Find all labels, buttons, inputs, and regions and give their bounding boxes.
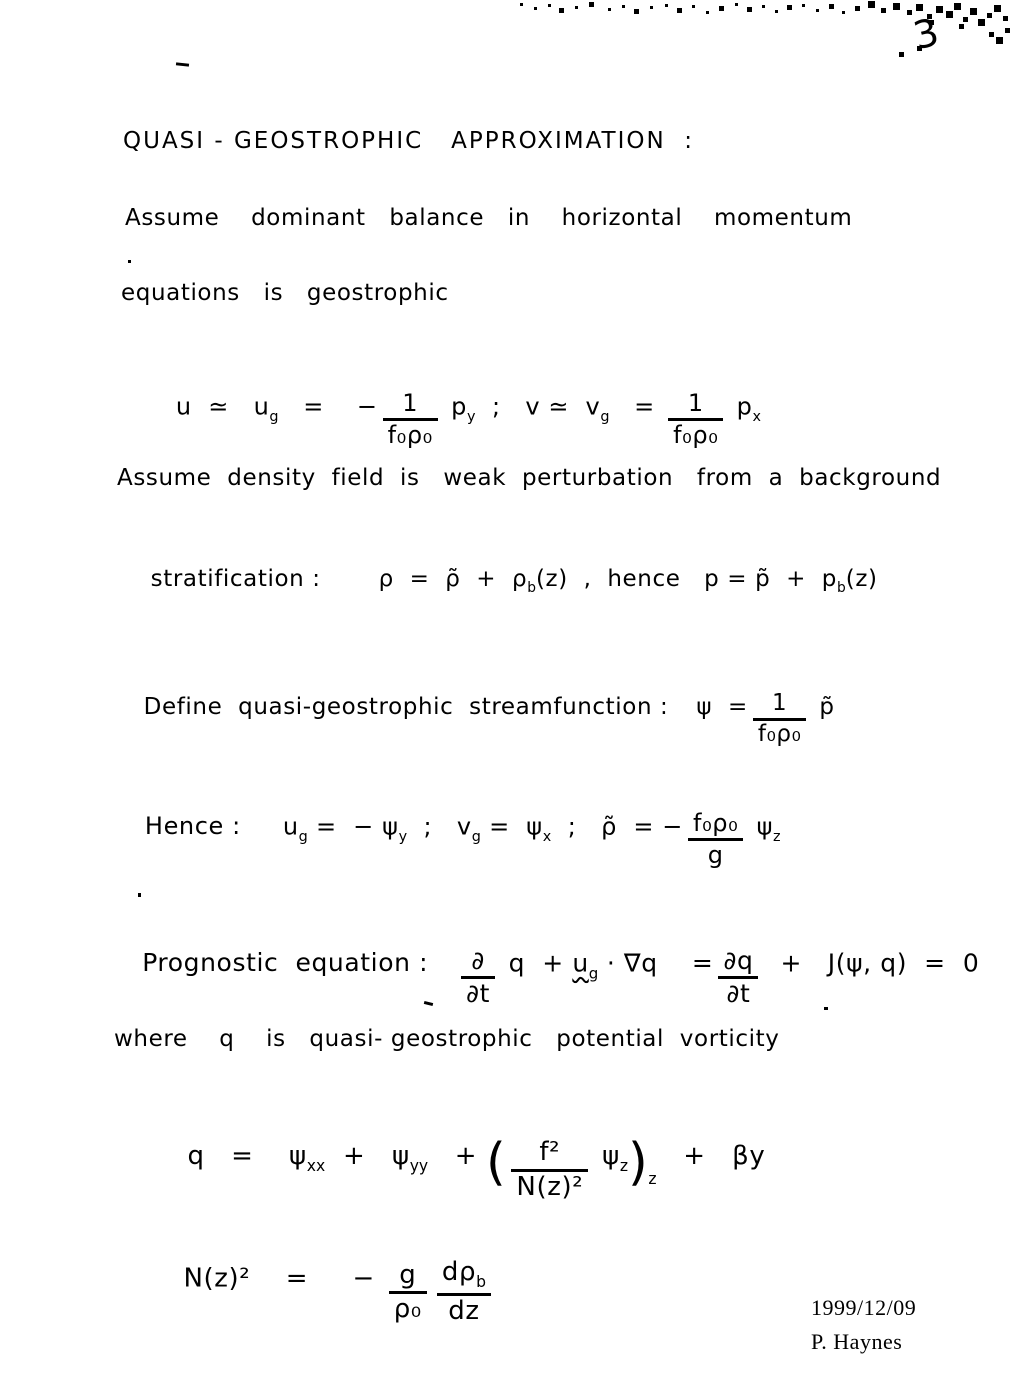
stratification-label: stratification : (150, 566, 321, 593)
eq-subscript: g (588, 964, 599, 982)
eq-subscript: z (619, 1157, 629, 1176)
eq-text: u ≃ u (175, 391, 270, 420)
fraction-numerator: 1 (668, 390, 723, 421)
eq-subscript: b (837, 580, 846, 597)
fraction (668, 390, 723, 449)
streamfunction-line (112, 653, 835, 762)
footer-date: 1999/12/09 (811, 1295, 917, 1320)
fraction-numerator: ∂ (461, 947, 495, 979)
eq-potential-vorticity (152, 1095, 765, 1218)
scan-mark (128, 260, 131, 263)
fraction-denominator: f₀ρ₀ (757, 721, 802, 748)
eq-text: = − (278, 391, 378, 420)
eq-text: p (728, 391, 753, 420)
eq-subscript: z (648, 1170, 657, 1189)
eq-subscript: g (600, 408, 610, 425)
fraction-denominator: N(z)² (516, 1171, 584, 1202)
eq-subscript: y (466, 408, 476, 425)
intro-line-2: equations is geostrophic (121, 280, 449, 306)
fraction-denominator: ∂t (466, 978, 491, 1008)
fraction (688, 810, 743, 869)
eq-text: q = ψ (187, 1141, 307, 1171)
eq-text: p (442, 391, 467, 420)
intro-line-1: Assume dominant balance in horizontal momentum (125, 205, 853, 231)
eq-text: (z) , hence p = p̃ + p (535, 566, 837, 593)
eq-buoyancy-frequency (148, 1215, 496, 1342)
eq-text: = − ψ (307, 811, 399, 840)
streamfunction-label: Define quasi-geostrophic streamfunction : (143, 694, 669, 721)
eq-text: ψ (748, 811, 774, 840)
eq-text: ψ (593, 1141, 620, 1171)
scan-mark (138, 893, 141, 897)
prognostic-line (108, 905, 979, 1024)
fraction (383, 390, 438, 449)
scan-mark (176, 62, 189, 66)
fraction (437, 1258, 491, 1326)
page-title: QUASI - GEOSTROPHIC APPROXIMATION : (123, 128, 695, 154)
fraction-numerator (437, 1258, 491, 1295)
eq-subscript: g (471, 828, 481, 845)
density-line-2 (119, 540, 878, 624)
fraction-denominator: dz (448, 1295, 480, 1326)
eq-geostrophic-balance (143, 350, 761, 464)
eq-text: + ψ (325, 1141, 410, 1171)
eq-text: N(z)² = (183, 1263, 309, 1294)
vector-u: u (572, 948, 589, 978)
fraction (718, 947, 758, 1008)
pv-description: where q is quasi- geostrophic potential vorticity (114, 1026, 780, 1052)
eq-text: ; v ≃ v (475, 391, 601, 420)
eq-text: = (609, 391, 664, 420)
eq-text: (z) (845, 566, 878, 593)
eq-text: u (282, 811, 299, 840)
eq-subscript: b (527, 580, 536, 597)
fraction-denominator: g (707, 840, 724, 869)
fraction-numerator: g (389, 1261, 427, 1294)
hence-label: Hence : (144, 811, 241, 840)
eq-subscript: z (773, 828, 781, 845)
fraction-numerator: f² (511, 1138, 588, 1171)
eq-text: + J(ψ, q) = 0 (763, 948, 980, 978)
fraction-numerator: 1 (383, 390, 438, 421)
eq-text: − (308, 1263, 384, 1294)
footer-author: P. Haynes (811, 1329, 903, 1354)
hence-line (112, 770, 781, 884)
eq-text: ; v (407, 811, 472, 840)
close-paren: ) (628, 1132, 649, 1192)
fraction (753, 691, 807, 748)
eq-subscript: g (269, 408, 279, 425)
fraction-denominator: ρ₀ (393, 1293, 422, 1324)
eq-subscript: g (298, 828, 308, 845)
eq-text: = ψ (480, 811, 543, 840)
prognostic-label: Prognostic equation : (142, 948, 429, 978)
eq-subscript: x (752, 408, 762, 425)
fraction (461, 947, 495, 1008)
eq-text: ψ = (696, 694, 748, 721)
fraction-numerator: 1 (753, 691, 807, 721)
fraction-denominator: ∂t (726, 978, 751, 1008)
page-number: 3 (909, 9, 944, 59)
eq-text: q + (500, 948, 573, 978)
eq-text: ρ = ρ̃ + ρ (378, 566, 528, 593)
eq-text: p̃ (811, 694, 835, 721)
eq-subscript: x (542, 828, 552, 845)
eq-subscript: xx (306, 1157, 326, 1176)
eq-subscript: yy (409, 1157, 429, 1176)
eq-subscript: y (398, 828, 408, 845)
open-paren: ( (486, 1132, 507, 1192)
eq-subscript: b (476, 1273, 486, 1292)
fraction-numerator: f₀ρ₀ (688, 810, 743, 841)
fraction-denominator: f₀ρ₀ (673, 420, 719, 449)
fraction-numerator: ∂q (718, 947, 758, 979)
eq-text: ; ρ̃ = − (551, 811, 684, 840)
eq-text: dρ (441, 1257, 477, 1288)
eq-text: · ∇q = (598, 948, 714, 978)
eq-text: + (428, 1141, 487, 1171)
fraction (511, 1138, 588, 1201)
fraction-denominator: f₀ρ₀ (387, 420, 433, 449)
scan-noise (520, 3, 523, 6)
fraction (389, 1261, 427, 1324)
density-line-1: Assume density field is weak perturbation from a background (117, 465, 942, 491)
eq-text: + βy (656, 1141, 766, 1171)
